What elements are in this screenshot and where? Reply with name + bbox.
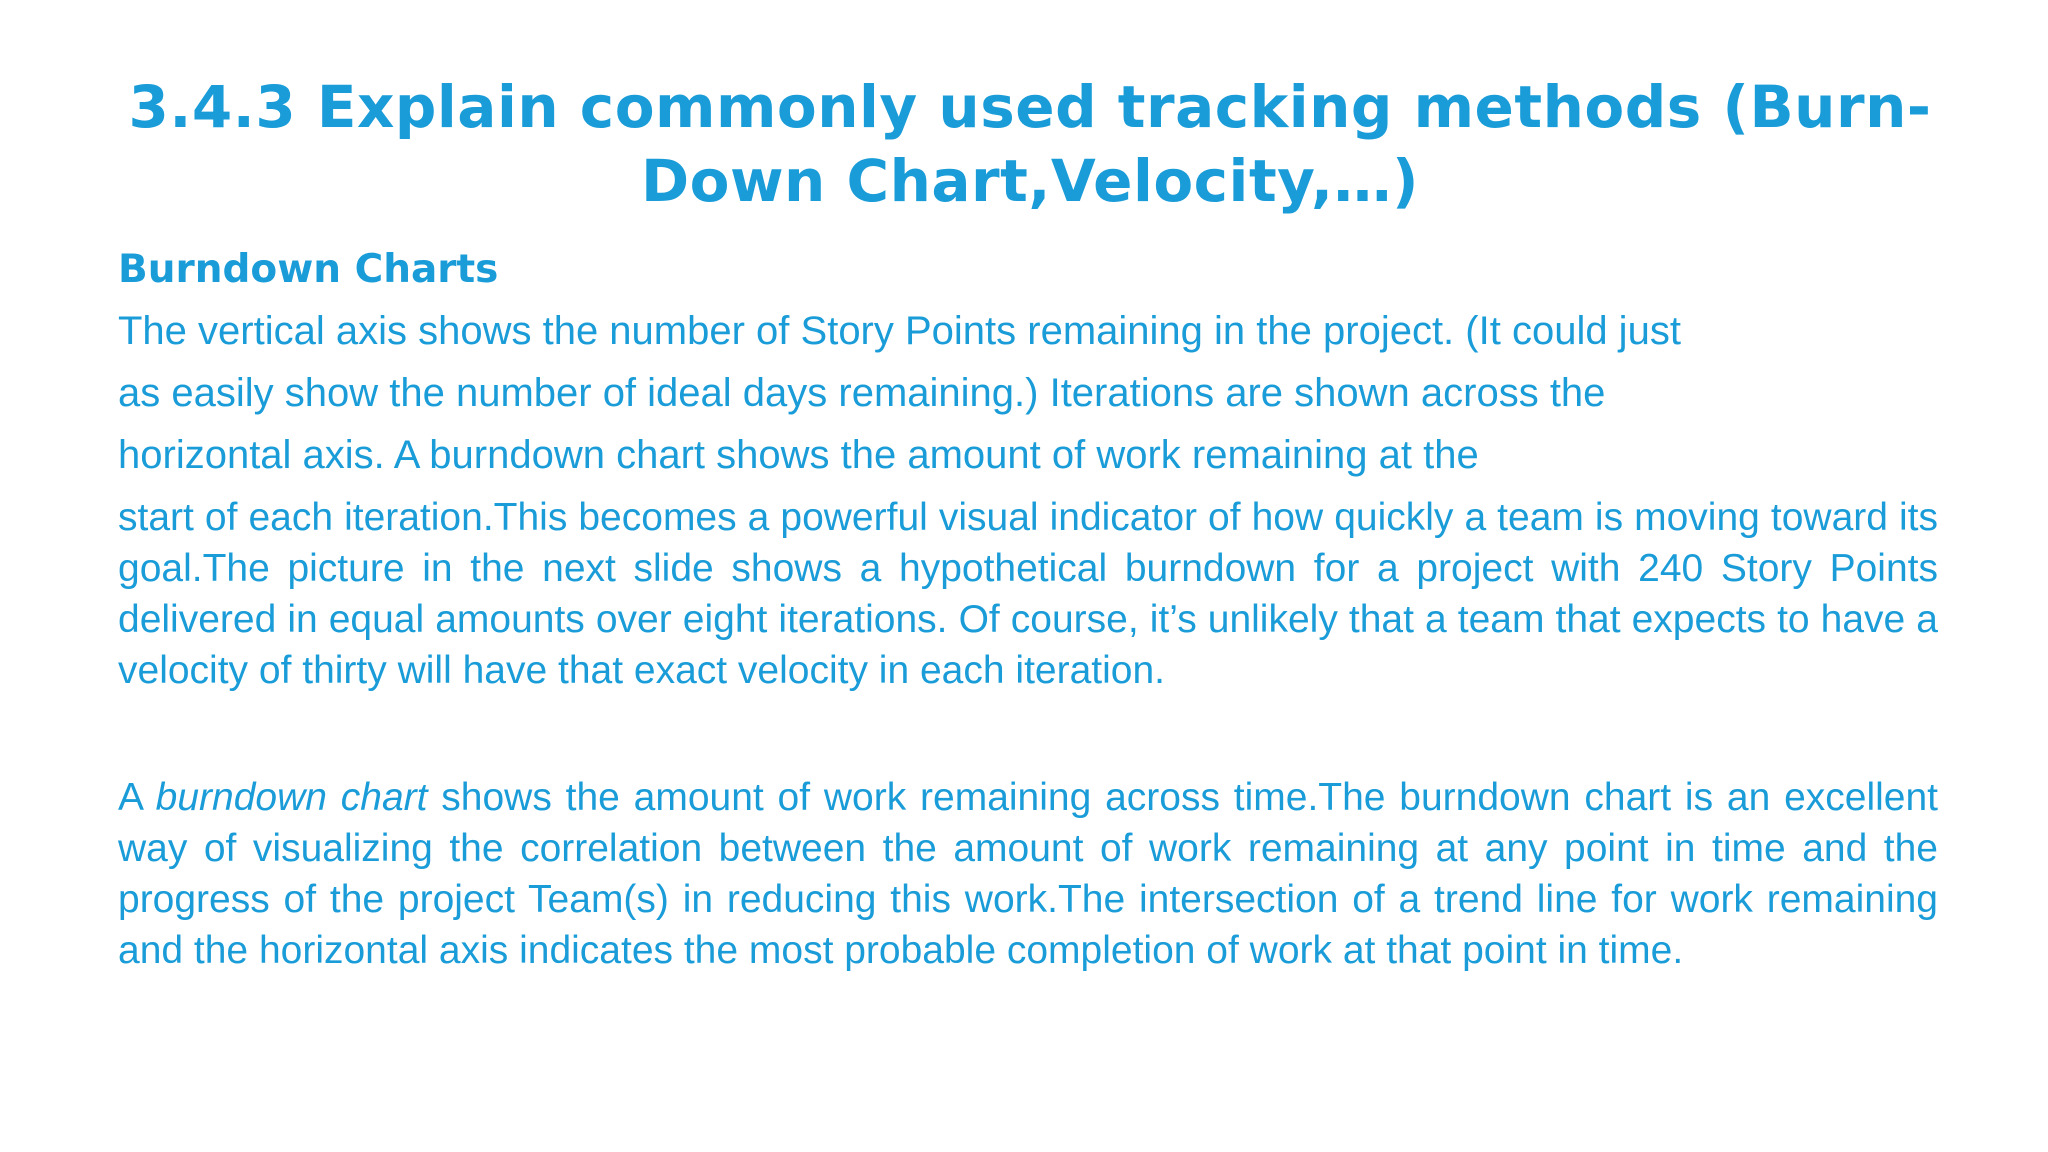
section-heading: Burndown Charts [118, 247, 499, 292]
paragraph-lead: A [118, 776, 156, 819]
paragraph-burndown-description: start of each iteration.This becomes a powerful visual indicator of how quickly a team is moving toward its goal.The picture in the next slide shows a hypothetical burndown for a project with 240 Story Points delivered in equal amounts over eight iterations. Of course, it’s unlikely that a team that expects to have a velocity of thirty will have that exact velocity in each iteration. [118, 496, 1938, 692]
intro-line-2: as easily show the number of ideal days remaining.) Iterations are shown across the [118, 371, 1606, 415]
paragraph-rest: shows the amount of work remaining across time.The burndown chart is an excellent way of visualizing the correlation between the amount of work remaining at any point in time and the progress of the project Team(s) in reducing this work.The intersection of a trend line for work remaining and the horizontal axis indicates the most probable completion of work at that point in time. [118, 776, 1938, 972]
paragraph-burndown-definition [118, 772, 1938, 976]
intro-line-3: horizontal axis. A burndown chart shows the amount of work remaining at the [118, 433, 1479, 477]
burndown-chart-term: burndown chart [155, 776, 428, 819]
intro-line-1: The vertical axis shows the number of Story Points remaining in the project. (It could just [118, 309, 1681, 353]
slide-title: 3.4.3 Explain commonly used tracking methods (Burn-Down Chart,Velocity,…) [128, 73, 1932, 215]
